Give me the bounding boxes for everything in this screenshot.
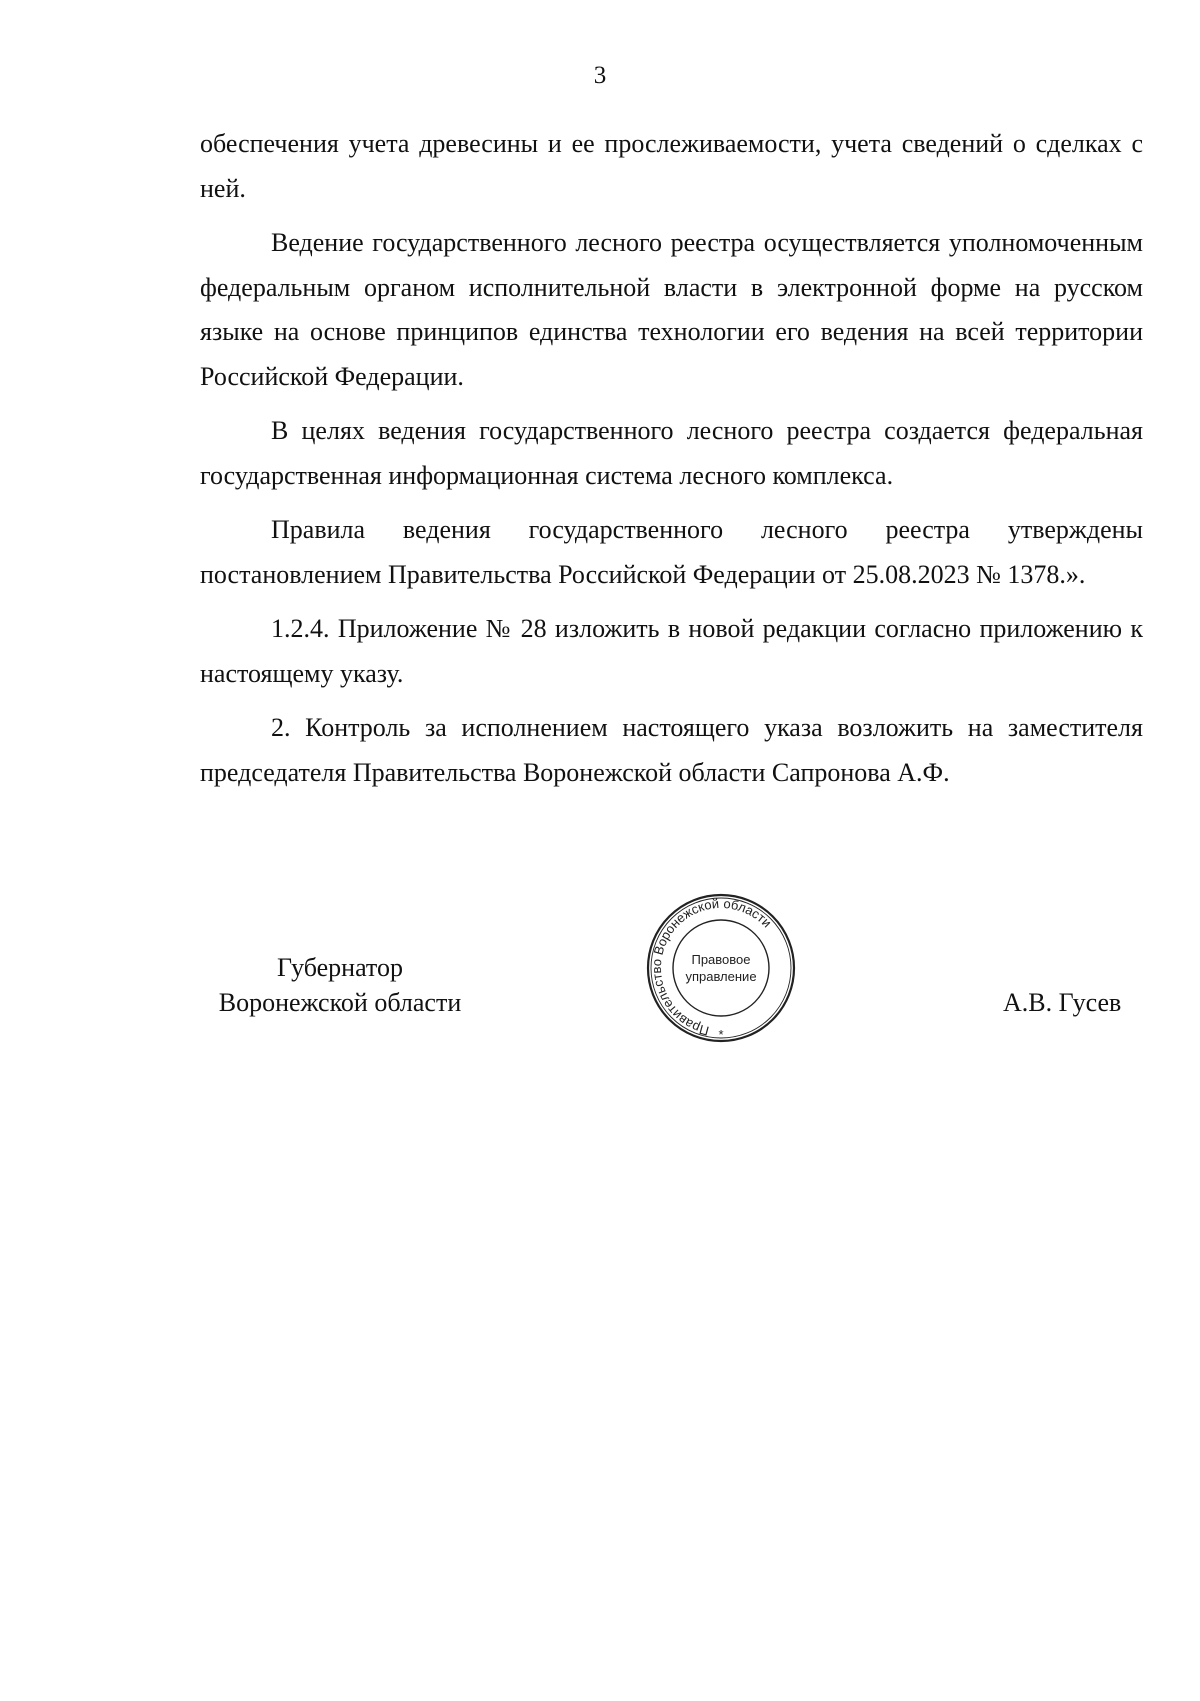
signatory-name: А.В. Гусев [1003, 988, 1122, 1017]
paragraph-information-system: В целях ведения государственного лесного реестра создается федеральная государственная информационная система лесного комплекса. [200, 416, 1143, 490]
signatory-title: Губернатор [277, 953, 403, 982]
seal-ring-text: Правительство Воронежской области [648, 895, 775, 1039]
paragraph-continuation: обеспечения учета древесины и ее прослеживаемости, учета сведений о сделках с ней. [200, 129, 1143, 203]
paragraph-control: 2. Контроль за исполнением настоящего указа возложить на заместителя председателя Правительства Воронежской области Сапронова А.Ф. [200, 713, 1143, 787]
seal-outer-ring [648, 895, 794, 1041]
seal-star: * [718, 1027, 724, 1042]
official-seal [645, 892, 797, 1044]
seal-graphic [645, 892, 797, 1044]
page-number: 3 [593, 62, 607, 89]
seal-center-line-1: Правовое [691, 952, 751, 967]
paragraph-appendix-28: 1.2.4. Приложение № 28 изложить в новой редакции согласно приложению к настоящему указу. [200, 614, 1143, 688]
paragraph-registry-rules: Правила ведения государственного лесного реестра утверждены постановлением Правительства Российской Федерации от 25.08.2023 № 1378.». [200, 515, 1143, 589]
seal-center-ring [673, 920, 769, 1016]
signatory-region: Воронежской области [218, 988, 462, 1017]
seal-center-line-2: управление [685, 969, 757, 984]
document-body [200, 122, 1143, 805]
signatory-position [195, 950, 485, 1020]
paragraph-registry-maintenance: Ведение государственного лесного реестра осуществляется уполномоченным федеральным органом исполнительной власти в электронной форме на русском языке на основе принципов единства технологии его ведения на всей территории Российской Федерации. [200, 228, 1143, 391]
